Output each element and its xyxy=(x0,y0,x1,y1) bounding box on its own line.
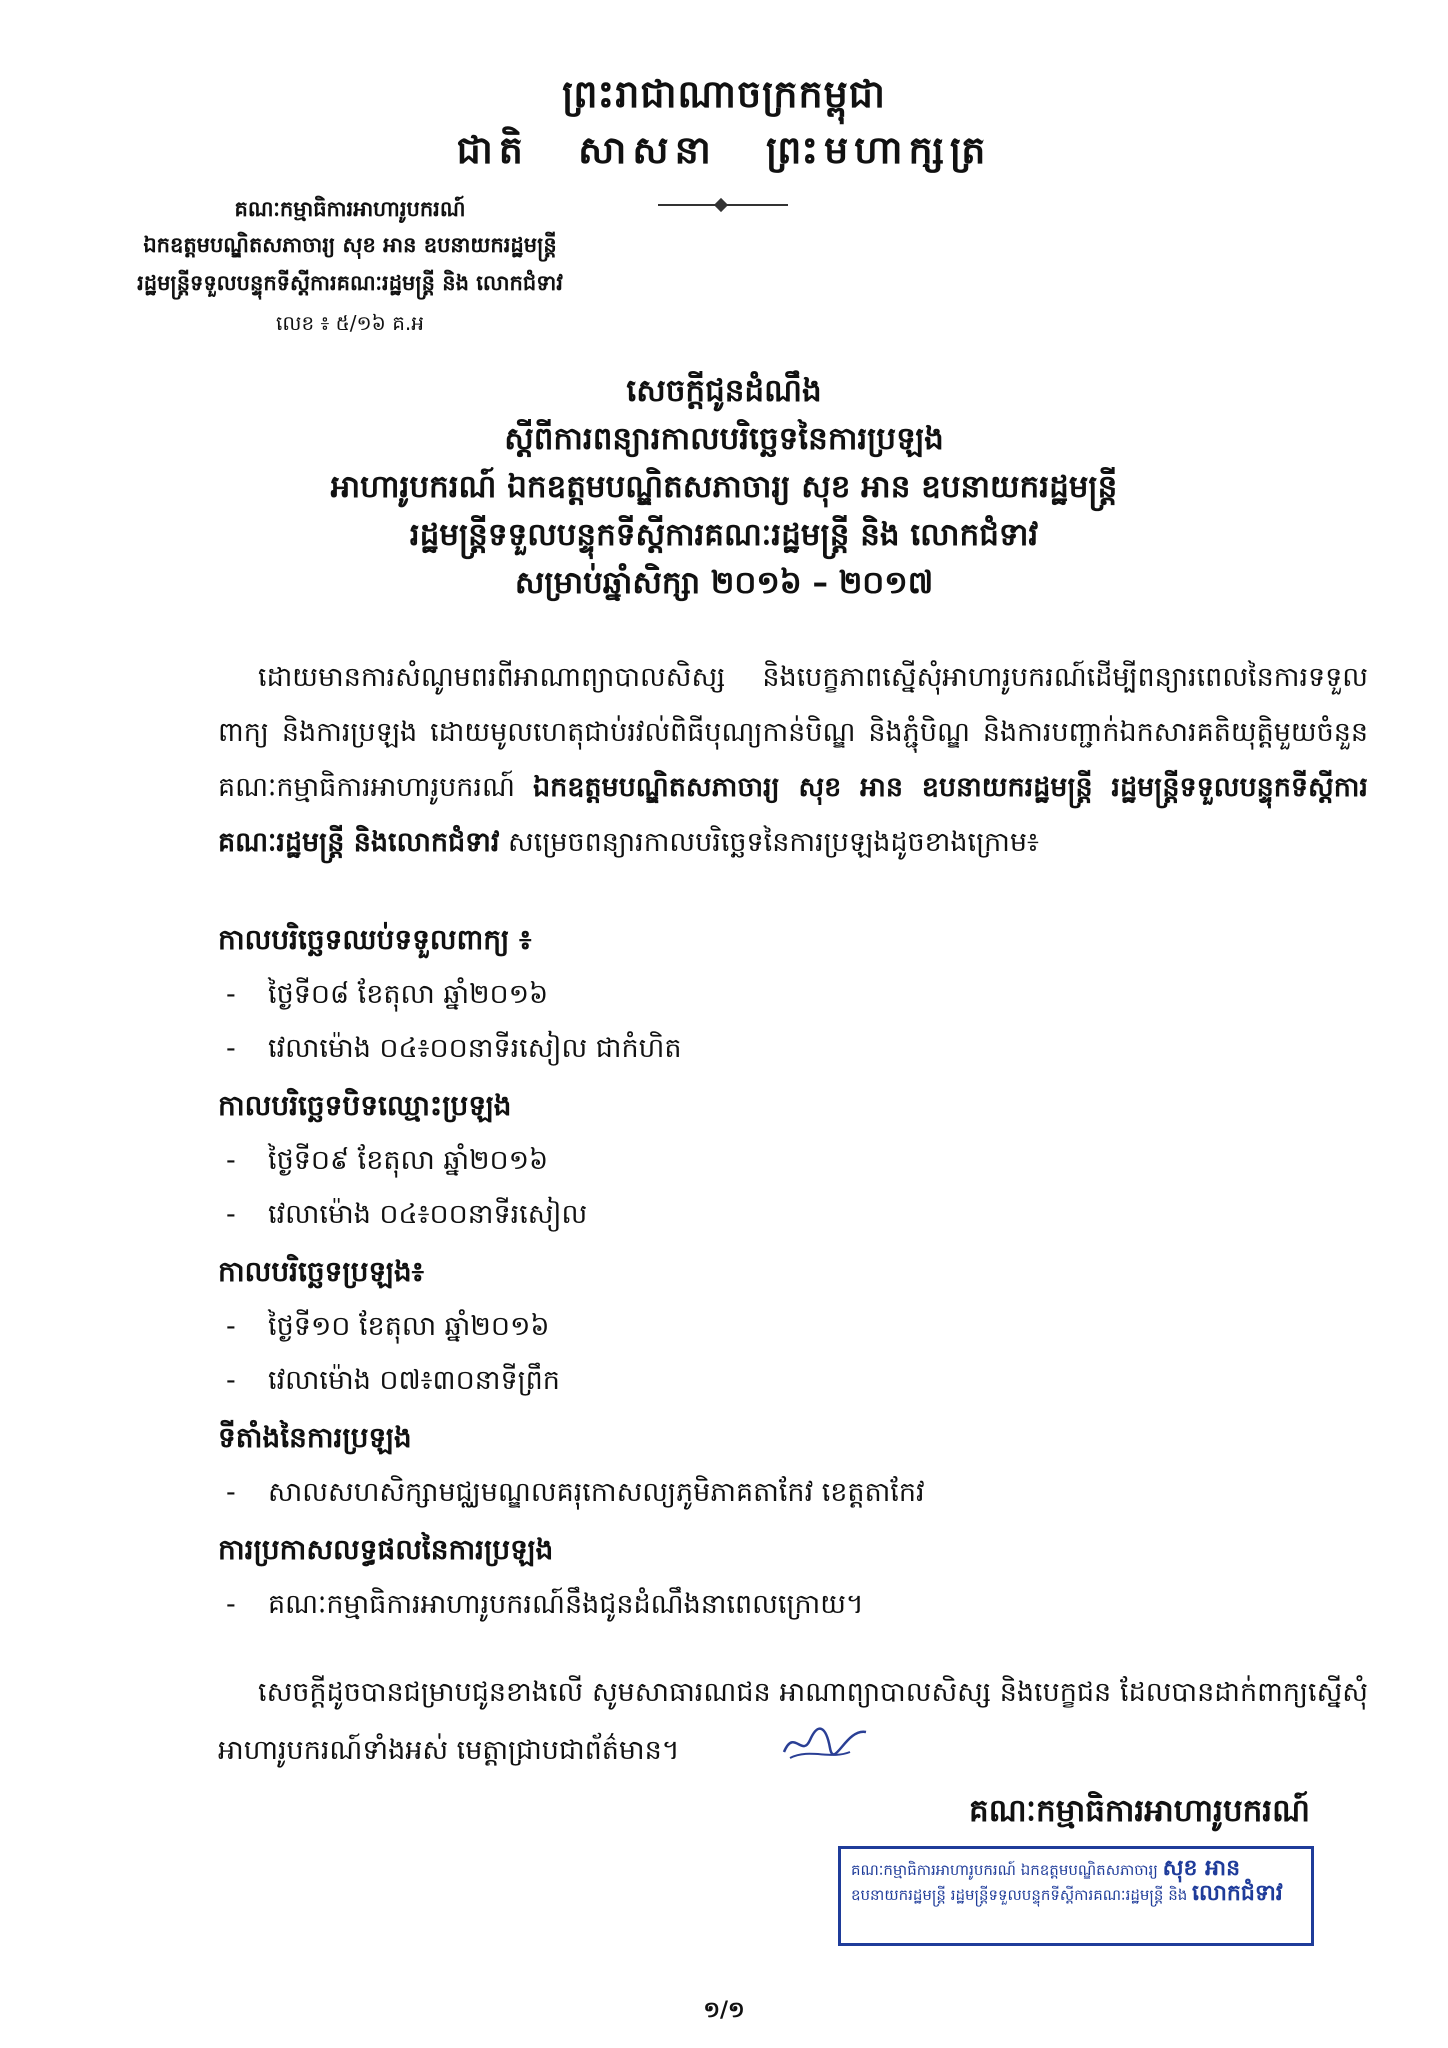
body-text-2: សម្រេចពន្យារកាលបរិច្ឆេទនៃការប្រឡងដូចខាងក្រោម៖ xyxy=(508,827,1039,858)
section-heading-results: ការប្រកាសលទ្ធផលនៃការប្រឡង xyxy=(218,1533,554,1566)
list-item-text: វេលាម៉ោង ០៤៖០០នាទីរសៀល xyxy=(268,1199,588,1230)
body-text-bold: ឯកឧត្តមបណ្ឌិតសភាចារ្យ សុខ អាន ឧបនាយករដ្ឋមន្ត្រី រដ្ឋមន្ត្រីទទួលបន្ទុកទីស្តីការគណៈរដ្ឋមន្ត្រី និងលោកជំទាវ xyxy=(218,772,1368,858)
issuer-line-3: រដ្ឋមន្ត្រីទទួលបន្ទុកទីស្តីការគណៈរដ្ឋមន្ត្រី និង លោកជំទាវ xyxy=(137,271,563,295)
official-stamp xyxy=(838,1846,1314,1946)
section-heading-registration-close: កាលបរិច្ឆេទបិទឈ្មោះប្រឡង xyxy=(218,1089,512,1122)
notice-subject-line-4: រដ្ឋមន្ត្រីទទួលបន្ទុកទីស្តីការគណៈរដ្ឋមន្ត្រី និង លោកជំទាវ xyxy=(409,517,1039,553)
notice-subject: ស្តីពីការពន្យារកាលបរិច្ឆេទនៃការប្រឡង xyxy=(504,421,944,457)
stamp-line-2 xyxy=(851,1882,1301,1907)
list-item-text: វេលាម៉ោង ០៧៖៣០នាទីព្រឹក xyxy=(268,1365,560,1396)
list-item-text: ថ្ងៃទី១០ ខែតុលា ឆ្នាំ២០១៦ xyxy=(268,1311,550,1342)
body-text-1: ដោយមានការសំណូមពរពីអាណាព្យាបាលសិស្ស និងបេក្ខភាពស្នើសុំអាហារូបករណ៍ដើម្បីពន្យារពេលនៃការទទួលពាក្យ និងការប្រឡង ដោយមូលហេតុជាប់រវល់ពិធីបុណ្យកាន់បិណ្ឌ និងភ្ជុំបិណ្ឌ និងការបញ្ជាក់ឯកសារគតិយុត្តិមួយចំនួន គណៈកម្មាធិការអាហារូបករណ៍ xyxy=(218,662,1368,803)
notice-title: សេចក្តីជូនដំណឹង xyxy=(626,373,822,409)
stamp-text-small: ឧបនាយករដ្ឋមន្ត្រី រដ្ឋមន្ត្រីទទួលបន្ទុកទីស្តីការគណៈរដ្ឋមន្ត្រី និង xyxy=(851,1886,1188,1904)
stamp-text-small: គណៈកម្មាធិការអាហារូបករណ៍ ឯកឧត្តមបណ្ឌិតសភាចារ្យ xyxy=(851,1861,1158,1879)
list-item-text: សាលសហសិក្សាមជ្ឈមណ្ឌលគរុកោសល្យភូមិភាគតាកែវ ខេត្តតាកែវ xyxy=(268,1477,925,1508)
list-item: - គណៈកម្មាធិការអាហារូបករណ៍នឹងជូនដំណឹងនាពេលក្រោយ។ xyxy=(226,1589,864,1620)
ornament-divider xyxy=(658,204,788,206)
list-item-text: ថ្ងៃទី០៩ ខែតុលា ឆ្នាំ២០១៦ xyxy=(268,1145,549,1176)
list-item: - ថ្ងៃទី០៩ ខែតុលា ឆ្នាំ២០១៦ xyxy=(226,1145,549,1176)
body-paragraph xyxy=(218,650,1368,870)
section-heading-application-deadline: កាលបរិច្ឆេទឈប់ទទួលពាក្យ ៖ xyxy=(218,923,532,956)
list-item: - វេលាម៉ោង ០៤៖០០នាទីរសៀល xyxy=(226,1199,588,1230)
list-item: - វេលាម៉ោង ០៤៖០០នាទីរសៀល ជាកំហិត xyxy=(226,1033,682,1064)
list-item-text: គណៈកម្មាធិការអាហារូបករណ៍នឹងជូនដំណឹងនាពេលក្រោយ។ xyxy=(268,1589,864,1620)
list-item: - វេលាម៉ោង ០៧៖៣០នាទីព្រឹក xyxy=(226,1365,560,1396)
section-heading-exam-location: ទីតាំងនៃការប្រឡង xyxy=(218,1421,412,1454)
academic-year: សម្រាប់ឆ្នាំសិក្សា ២០១៦ – ២០១៧ xyxy=(514,565,934,601)
stamp-line-1 xyxy=(851,1857,1301,1882)
issuer-line-1: គណៈកម្មាធិការអាហារូបករណ៍ xyxy=(234,197,466,221)
list-item: - ថ្ងៃទី០៨ ខែតុលា ឆ្នាំ២០១៦ xyxy=(226,979,549,1010)
list-item-text: ថ្ងៃទី០៨ ខែតុលា ឆ្នាំ២០១៦ xyxy=(268,979,549,1010)
list-item: - សាលសហសិក្សាមជ្ឈមណ្ឌលគរុកោសល្យភូមិភាគតាកែវ ខេត្តតាកែវ xyxy=(226,1477,925,1508)
national-motto: ជាតិ សាសនា ព្រះមហាក្សត្រ xyxy=(456,128,992,172)
issuer-line-2: ឯកឧត្តមបណ្ឌិតសភាចារ្យ សុខ អាន ឧបនាយករដ្ឋមន្ត្រី xyxy=(143,233,557,257)
section-heading-exam-date: កាលបរិច្ឆេទប្រឡង៖ xyxy=(218,1255,424,1288)
stamp-title: លោកជំទាវ xyxy=(1192,1881,1283,1906)
kingdom-heading: ព្រះរាជាណាចក្រកម្ពុជា xyxy=(562,72,886,116)
stamp-name: សុខ អាន xyxy=(1162,1856,1241,1881)
signatory-committee: គណៈកម្មាធិការអាហារូបករណ៍ xyxy=(969,1793,1310,1829)
notice-subject-line-3: អាហារូបករណ៍ ឯកឧត្តមបណ្ឌិតសភាចារ្យ សុខ អាន ឧបនាយករដ្ឋមន្ត្រី xyxy=(330,469,1118,505)
list-item: - ថ្ងៃទី១០ ខែតុលា ឆ្នាំ២០១៦ xyxy=(226,1311,550,1342)
closing-text: សេចក្តីដូចបានជម្រាបជូនខាងលើ សូមសាធារណជន អាណាព្យាបាលសិស្ស និងបេក្ខជន ដែលបានដាក់ពាក្យស្នើសុំអាហារូបករណ៍ទាំងអស់ មេត្តាជ្រាបជាព័ត៌មាន។ xyxy=(218,1677,1368,1766)
page-number: ១/១ xyxy=(703,1998,745,2023)
list-item-text: វេលាម៉ោង ០៤៖០០នាទីរសៀល ជាកំហិត xyxy=(268,1033,682,1064)
handwritten-initial xyxy=(780,1718,870,1764)
reference-number: លេខ ៖ ៥/១៦ គ.អ xyxy=(276,311,424,335)
